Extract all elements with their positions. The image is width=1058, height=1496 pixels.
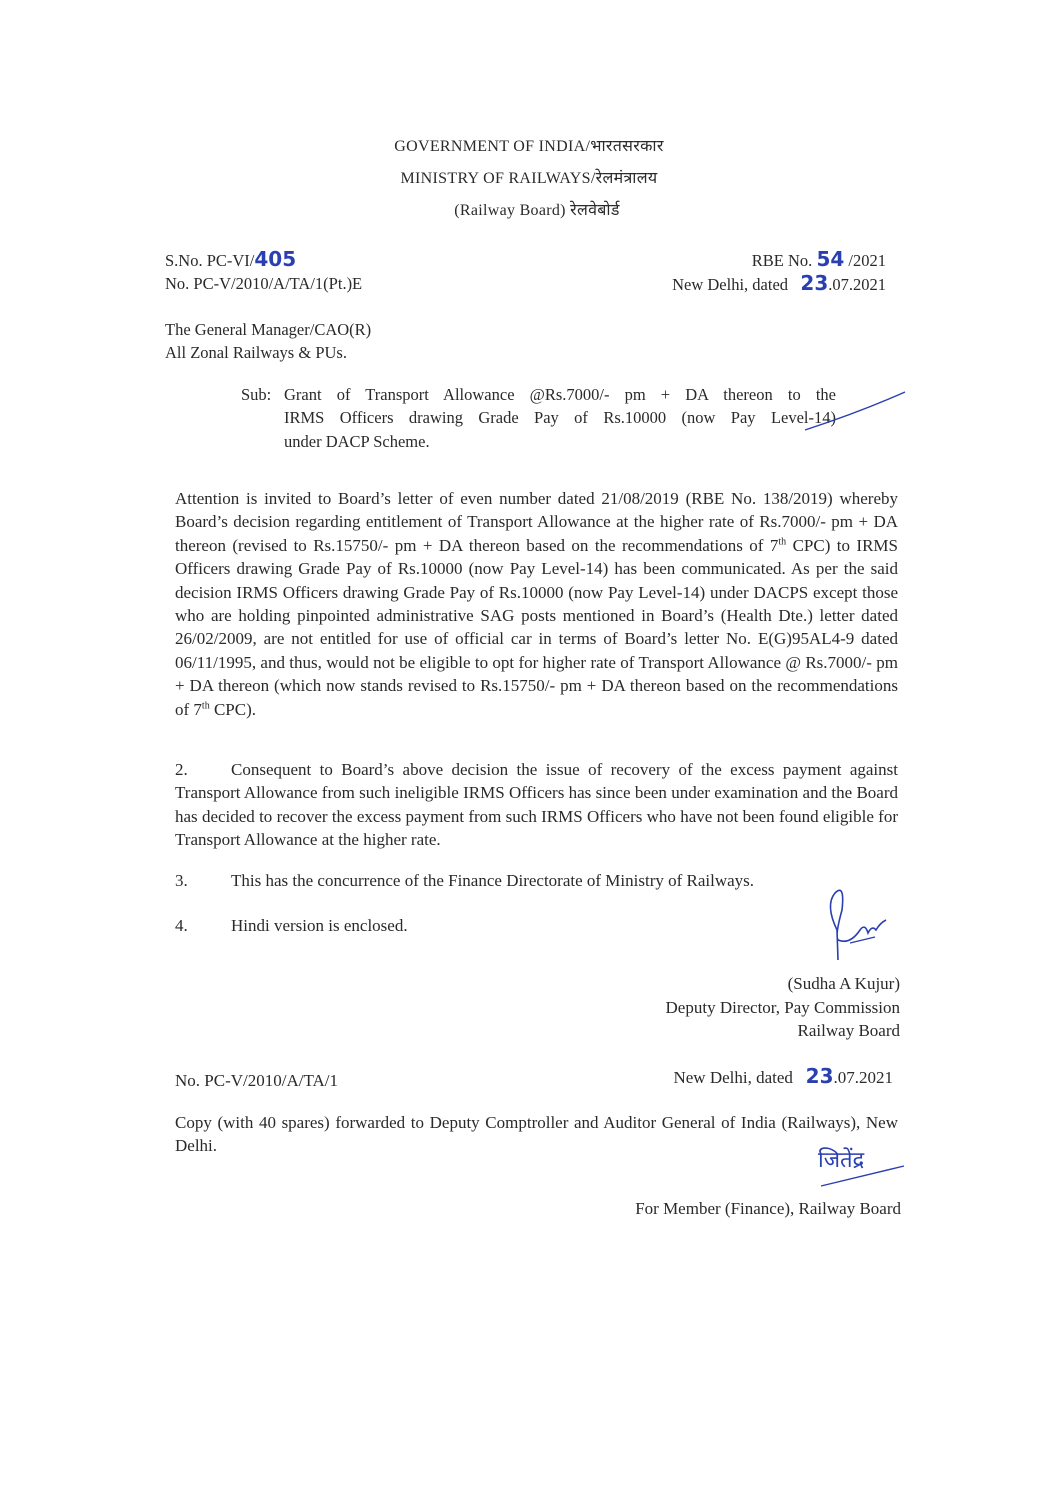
paragraph-2-text: Consequent to Board’s above decision the issue of recovery of the excess payment against Transport Allowance from such ineligible IRMS Officers has since been under examination and the Board has decided to recover the excess payment from such IRMS Officers who have not been found eligible for Transport Allowance at the higher rate. bbox=[175, 760, 898, 850]
date-handwritten: 23 bbox=[800, 271, 829, 295]
signature-kujur bbox=[820, 885, 890, 965]
signature-finance-stroke bbox=[818, 1142, 908, 1192]
superscript: th bbox=[778, 536, 787, 548]
signature-finance-text: जितेंद्र bbox=[818, 1148, 865, 1173]
addressee-line-1: The General Manager/CAO(R) bbox=[165, 320, 372, 339]
subject-line-3: under DACP Scheme. bbox=[284, 432, 430, 451]
date-suffix: .07.2021 bbox=[828, 275, 886, 294]
copy-file-number: No. PC-V/2010/A/TA/1 bbox=[175, 1071, 338, 1090]
paragraph-1 bbox=[175, 487, 898, 721]
header-government: GOVERNMENT OF INDIA/भारतसरकार bbox=[394, 138, 664, 155]
copy-text: Copy (with 40 spares) forwarded to Deputy Comptroller and Auditor General of India (Railways), New Delhi. bbox=[175, 1113, 898, 1156]
file-number: No. PC-V/2010/A/TA/1(Pt.)E bbox=[165, 274, 363, 293]
for-member-finance: For Member (Finance), Railway Board bbox=[635, 1199, 901, 1218]
paragraph-3 bbox=[175, 869, 898, 892]
rbe-suffix: /2021 bbox=[848, 251, 886, 270]
paragraph-number: 4. bbox=[175, 916, 188, 935]
superscript: th bbox=[201, 700, 210, 711]
rbe-number bbox=[752, 249, 886, 271]
paragraph-number: 3. bbox=[175, 871, 188, 890]
serial-prefix: S.No. PC-VI/ bbox=[165, 251, 255, 270]
issue-date bbox=[672, 273, 886, 295]
paragraph-4 bbox=[175, 914, 898, 937]
date-suffix: .07.2021 bbox=[833, 1068, 893, 1087]
header-ministry: MINISTRY OF RAILWAYS/रेलमंत्रालय bbox=[400, 170, 658, 187]
paragraph-3-text: This has the concurrence of the Finance Directorate of Ministry of Railways. bbox=[231, 871, 755, 890]
serial-number bbox=[165, 249, 296, 271]
subject-line-1: Grant of Transport Allowance @Rs.7000/- pm + DA thereon to the bbox=[284, 385, 836, 404]
subject-line-2: IRMS Officers drawing Grade Pay of Rs.10000 (now Pay Level-14) bbox=[284, 408, 836, 427]
addressee-line-2: All Zonal Railways & PUs. bbox=[165, 343, 347, 362]
paragraph-2 bbox=[175, 758, 898, 852]
signatory-name: (Sudha A Kujur) bbox=[787, 974, 900, 993]
paragraph-1-part-b: CPC) to IRMS Officers drawing Grade Pay of Rs.10000 (now Pay Level-14) has been communicated. As per the said decision IRMS Officers drawing Grade Pay of Rs.10000 (now Pay Level-14) under DACPS except those who are holding pinpointed administrative SAG posts mentioned in Board’s (Health Dte.) letter dated 26/02/2009, are not entitled for use of official car in terms of Board’s letter No. E(G)95AL4-9 dated 06/11/1995, and thus, would not be eligible to opt for higher rate of Transport Allowance @ Rs.7000/- pm + DA thereon (which now stands revised to Rs.15750/- pm + DA thereon based on the recommendations of 7 bbox=[175, 535, 898, 719]
rbe-prefix: RBE No. bbox=[751, 251, 813, 270]
paragraph-1-part-c: CPC). bbox=[209, 699, 256, 719]
signatory-office: Railway Board bbox=[797, 1021, 900, 1040]
date-prefix: New Delhi, dated bbox=[673, 1068, 793, 1087]
pen-stroke-mark bbox=[800, 390, 910, 435]
subject-label: Sub: bbox=[241, 385, 272, 404]
signatory-designation: Deputy Director, Pay Commission bbox=[665, 998, 900, 1017]
copy-date bbox=[673, 1066, 893, 1088]
paragraph-number: 2. bbox=[175, 760, 188, 779]
serial-handwritten: 405 bbox=[254, 247, 297, 271]
header-board: (Railway Board) रेलवेबोर्ड bbox=[454, 202, 620, 219]
signature-finance bbox=[818, 1142, 908, 1192]
paragraph-1-part-a: Attention is invited to Board’s letter of even number dated 21/08/2019 (RBE No. 138/2019) whereby Board’s decision regarding entitlement of Transport Allowance at the higher rate of Rs.7000/- pm + DA thereon (revised to Rs.15750/- pm + DA thereon based on the recommendations of 7 bbox=[175, 489, 898, 555]
rbe-handwritten: 54 bbox=[816, 247, 845, 271]
paragraph-4-text: Hindi version is enclosed. bbox=[231, 916, 408, 935]
date-handwritten: 23 bbox=[805, 1064, 834, 1088]
date-prefix: New Delhi, dated bbox=[672, 275, 789, 294]
